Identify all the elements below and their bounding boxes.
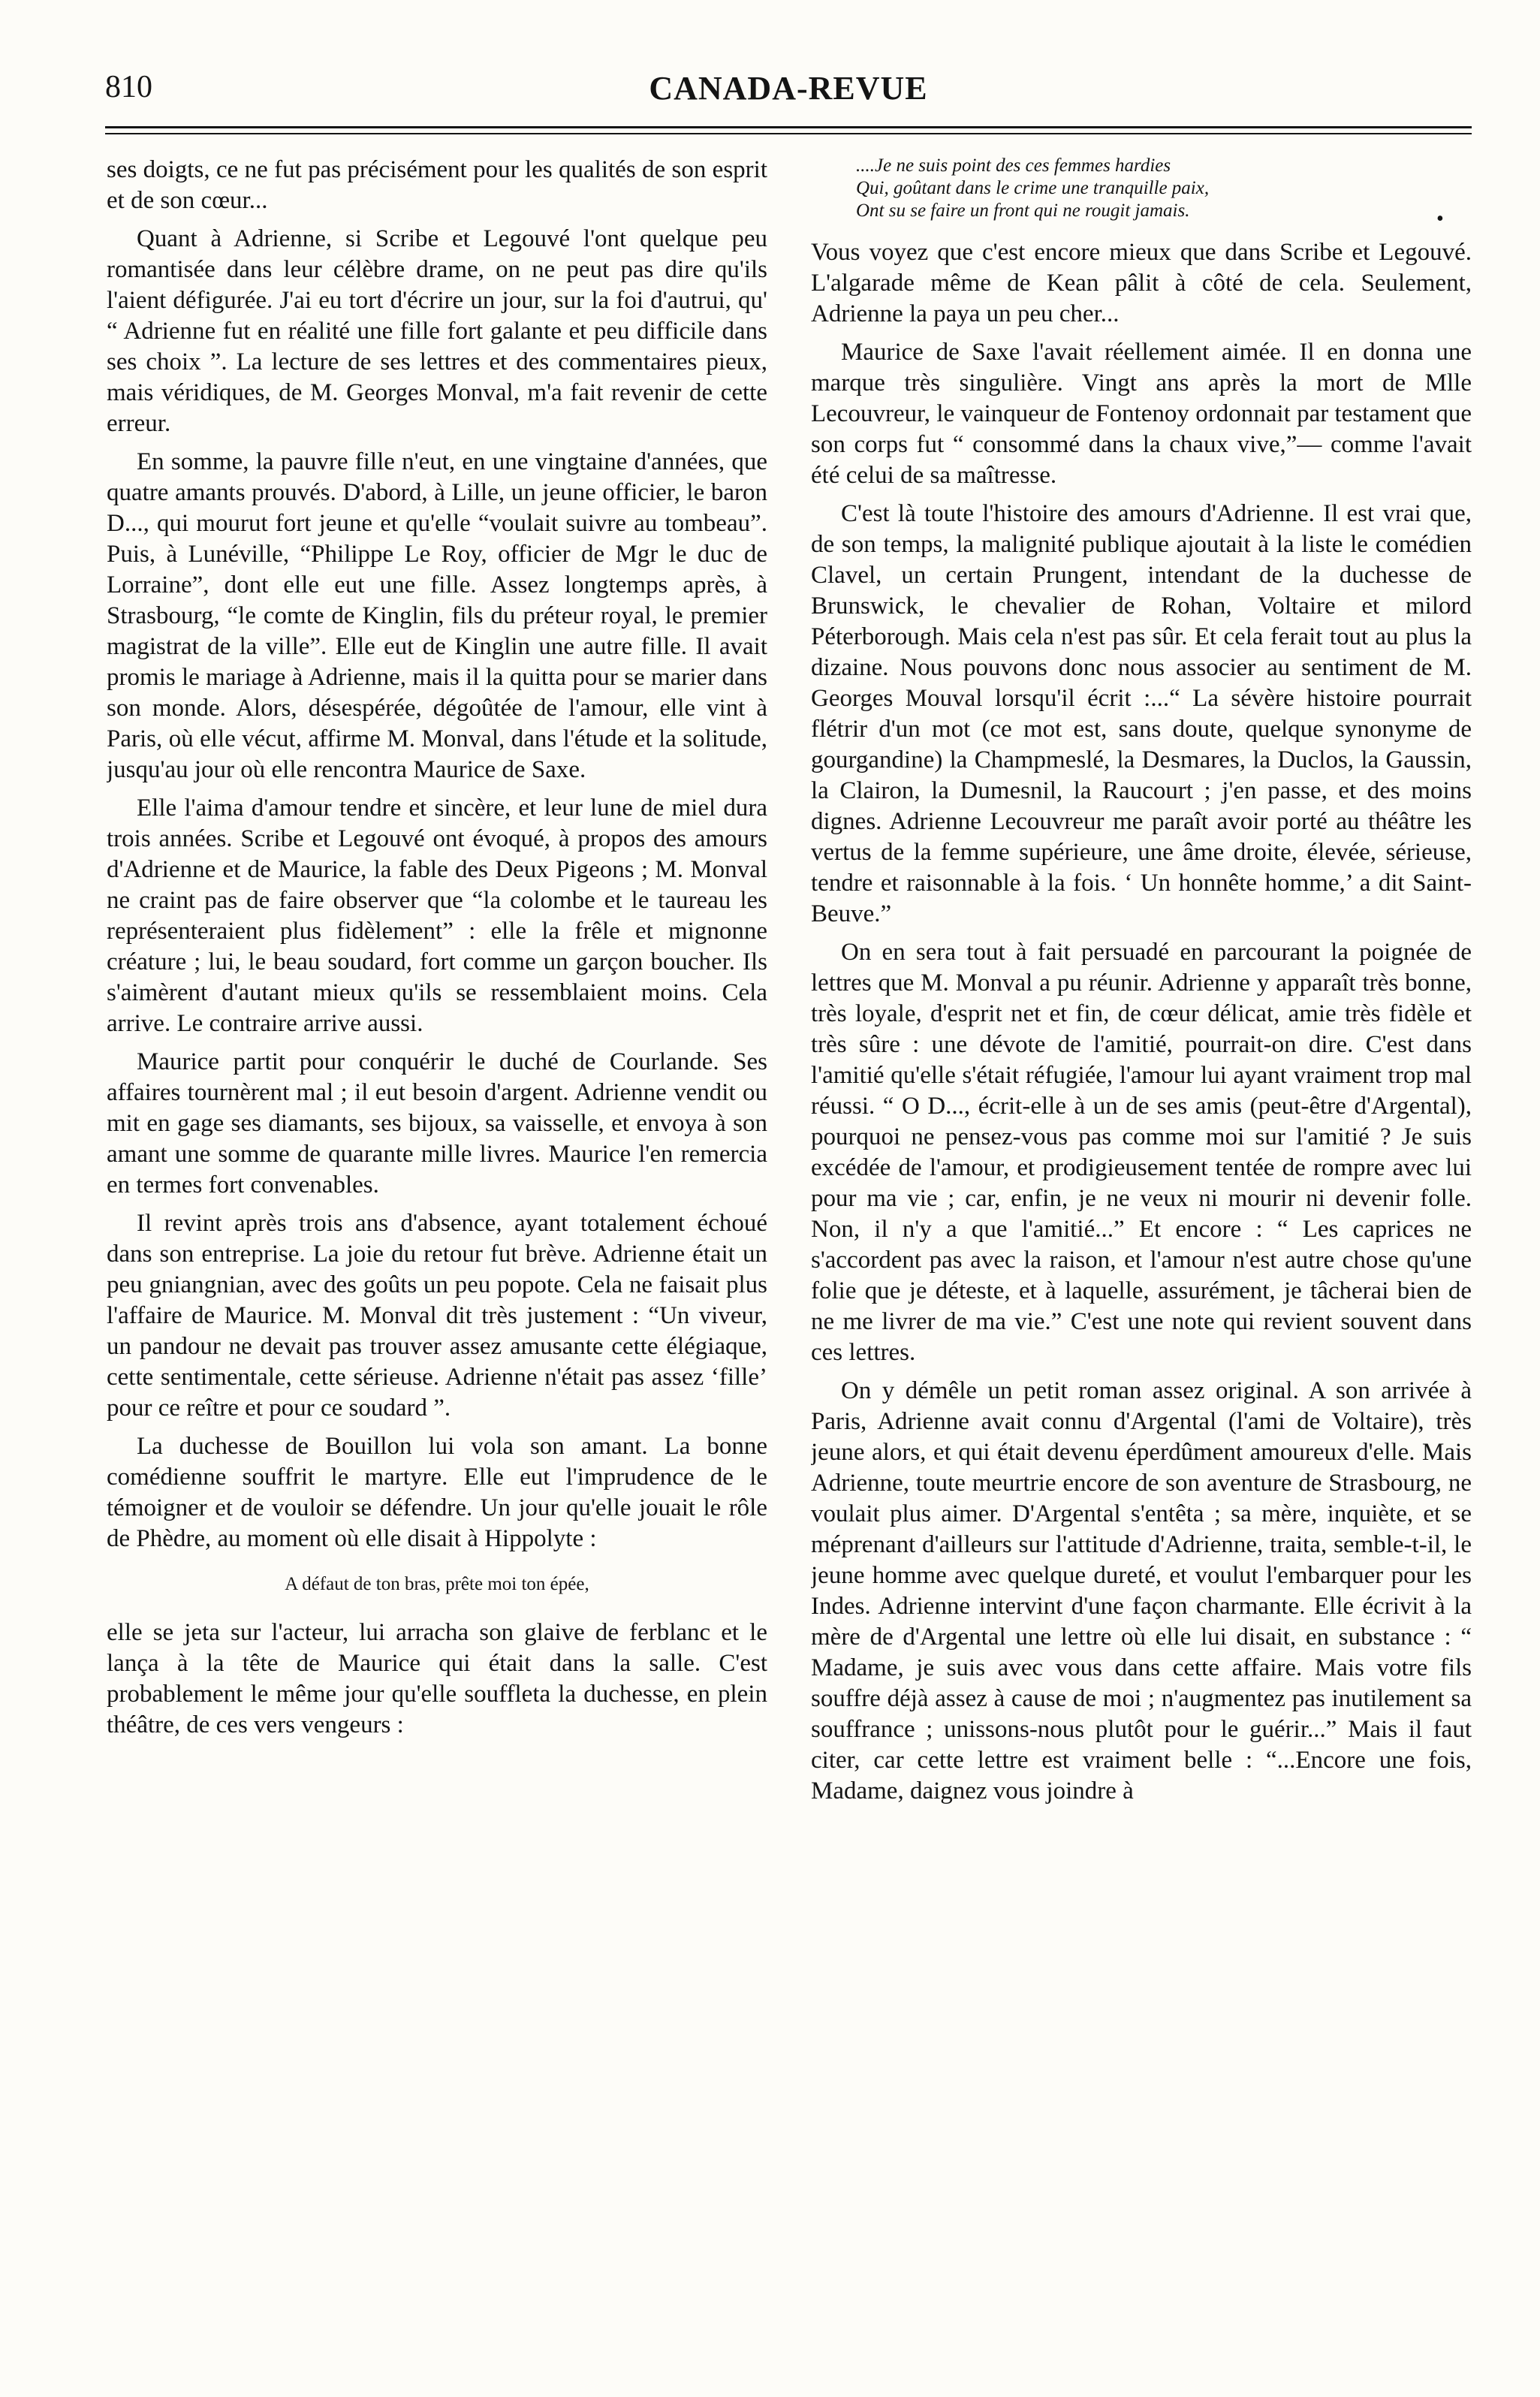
paragraph: En somme, la pauvre fille n'eut, en une vingtaine d'années, que quatre amants prouvés. D'abord, à Lille, un jeune officier, le baron D..., qui mourut fort jeune et qu'elle “voulait suivre au tombeau”. Puis, à Lunéville, “Philippe Le Roy, officier de Mgr le duc de Lorraine”, dont elle eut une fille. Assez longtemps après, à Strasbourg, “le comte de Kinglin, fils du préteur royal, le premier magistrat de la ville”. Elle eut de Kinglin une autre fille. Il avait promis le mariage à Adrienne, mais il la quitta pour se marier dans son monde. Alors, désespérée, dégoûtée de l'amour, elle vint à Paris, où elle vécut, affirme M. Monval, dans l'étude et la solitude, jusqu'au jour où elle rencontra Maurice de Saxe. bbox=[107, 448, 767, 783]
verse-line: ....Je ne suis point des ces femmes hardies bbox=[856, 155, 1171, 176]
paragraph: Elle l'aima d'amour tendre et sincère, et leur lune de miel dura trois années. Scribe et Legouvé ont évoqué, à propos des amours d'Adrienne et de Maurice, la fable des Deux Pigeons ; M. Monval ne craint pas de faire observer que “la colombe et le taureau les représenteraient plus fidèlement” : elle la frêle et mignonne créature ; lui, le beau soudard, fort comme un garçon boucher. Ils s'aimèrent d'autant mieux qu'ils se ressemblaient moins. Cela arrive. Le contraire arrive aussi. bbox=[107, 794, 767, 1037]
paragraph: elle se jeta sur l'acteur, lui arracha son glaive de ferblanc et le lança à la tête de Maurice qui était dans la salle. C'est probablement le même jour qu'elle souffleta la duchesse, en plein théâtre, de ces vers vengeurs : bbox=[107, 1619, 767, 1738]
paragraph: On en sera tout à fait persuadé en parcourant la poignée de lettres que M. Monval a pu réunir. Adrienne y apparaît très bonne, très loyale, d'esprit net et fin, de cœur délicat, amie très fidèle et très sûre : une dévote de l'amitié, pourrait-on dire. C'est dans l'amitié qu'elle s'était réfugiée, l'amour lui ayant vraiment trop mal réussi. “ O D..., écrit-elle à un de ses amis (peut-être d'Argental), pourquoi ne pensez-vous pas comme moi sur l'amitié ? Je suis excédée de l'amour, et prodigieusement tentée de rompre avec lui pour ma vie ; car, enfin, je ne veux ni mourir ni devenir folle. Non, il n'y a que l'amitié...” Et encore : “ Les caprices ne s'accordent pas avec la raison, et l'amour n'est autre chose qu'une folie que je déteste, et à laquelle, assurément, je tâcherai bien de ne me livrer de ma vie.” C'est une note qui revient souvent dans ces lettres. bbox=[811, 939, 1472, 1366]
left-column bbox=[107, 155, 767, 2362]
paragraph: ses doigts, ce ne fut pas précisément pour les qualités de son esprit et de son cœur... bbox=[107, 156, 767, 214]
header-rule-thin bbox=[105, 133, 1472, 134]
paragraph: Maurice de Saxe l'avait réellement aimée. Il en donna une marque très singulière. Vingt ans après la mort de Mlle Lecouvreur, le vainqueur de Fontenoy ordonnait par testament que son corps fut “ consommé dans la chaux vive,”— comme l'avait été celui de sa maîtresse. bbox=[811, 339, 1472, 489]
print-speck: • bbox=[1436, 207, 1444, 231]
verse-quote-block bbox=[811, 155, 1472, 222]
verse-line: Ont su se faire un front qui ne rougit jamais. bbox=[856, 201, 1190, 221]
verse-line: Qui, goûtant dans le crime une tranquille paix, bbox=[856, 178, 1210, 198]
paragraph: La duchesse de Bouillon lui vola son amant. La bonne comédienne souffrit le martyre. Elle eut l'imprudence de le témoigner et de vouloir se défendre. Un jour qu'elle jouait le rôle de Phèdre, au moment où elle disait à Hippolyte : bbox=[107, 1433, 767, 1552]
journal-title: CANADA-REVUE bbox=[649, 70, 928, 107]
verse-quote: A défaut de ton bras, prête moi ton épée, bbox=[285, 1574, 589, 1594]
right-column bbox=[811, 155, 1472, 2362]
paragraph: Vous voyez que c'est encore mieux que dans Scribe et Legouvé. L'algarade même de Kean pâlit à côté de cela. Seulement, Adrienne la paya un peu cher... bbox=[811, 239, 1472, 327]
paragraph: Quant à Adrienne, si Scribe et Legouvé l'ont quelque peu romantisée dans leur célèbre drame, on ne peut pas dire qu'ils l'aient défigurée. J'ai eu tort d'écrire un jour, sur la foi d'autrui, qu' “ Adrienne fut en réalité une fille fort galante et peu difficile dans ses choix ”. La lecture de ses lettres et des commentaires pieux, mais véridiques, de M. Georges Monval, m'a fait revenir de cette erreur. bbox=[107, 225, 767, 437]
running-header bbox=[105, 69, 1472, 114]
paragraph: C'est là toute l'histoire des amours d'Adrienne. Il est vrai que, de son temps, la malignité publique ajoutait à la liste le comédien Clavel, un certain Prungent, intendant de la duchesse de Brunswick, le chevalier de Rohan, Voltaire et milord Péterborough. Mais cela n'est pas sûr. Et cela ferait tout au plus la dizaine. Nous pouvons donc nous associer au sentiment de M. Georges Mouval lorsqu'il écrit :...“ La sévère histoire pourrait flétrir d'un mot (ce mot est, sans doute, quelque synonyme de gourgandine) la Champmeslé, la Desmares, la Duclos, la Gaussin, la Clairon, la Dumesnil, la Raucourt ; j'en passe, et des moins dignes. Adrienne Lecouvreur me paraît avoir porté au théâtre les vertus de la femme supérieure, une âme droite, élevée, sérieuse, tendre et raisonnable à la fois. ‘ Un honnête homme,’ a dit Saint-Beuve.” bbox=[811, 500, 1472, 927]
header-rule bbox=[105, 126, 1472, 128]
paragraph: Il revint après trois ans d'absence, ayant totalement échoué dans son entreprise. La joie du retour fut brève. Adrienne était un peu gniangnian, avec des goûts un peu popote. Cela ne faisait plus l'affaire de Maurice. M. Monval dit très justement : “Un viveur, un pandour ne devait pas trouver assez amusante cette élégiaque, cette sentimentale, cette sérieuse. Adrienne n'était pas assez ‘fille’ pour ce reître et pour ce soudard ”. bbox=[107, 1210, 767, 1422]
paragraph: On y démêle un petit roman assez original. A son arrivée à Paris, Adrienne avait connu d'Argental (l'ami de Voltaire), très jeune alors, et qui était devenu éperdûment amoureux d'elle. Mais Adrienne, toute meurtrie encore de son aventure de Strasbourg, ne voulait plus aimer. D'Argental s'entêta ; sa mère, inquiète, et se méprenant d'ailleurs sur l'attitude d'Adrienne, traita, semble-t-il, le jeune homme avec quelque dureté, et voulut l'embarquer pour les Indes. Adrienne intervint d'une façon charmante. Elle écrivit à la mère de d'Argental une lettre où elle lui disait, en substance : “ Madame, je suis avec vous dans cette affaire. Mais votre fils souffre déjà assez à cause de moi ; n'augmentez pas inutilement sa souffrance ; unissons-nous plutôt pour le guérir...” Mais il faut citer, car cette lettre est vraiment belle : “...Encore une fois, Madame, daignez vous joindre à bbox=[811, 1377, 1472, 1805]
paragraph: Maurice partit pour conquérir le duché de Courlande. Ses affaires tournèrent mal ; il eut besoin d'argent. Adrienne vendit ou mit en gage ses diamants, ses bijoux, sa vaisselle, et envoya à son amant une somme de quarante mille livres. Maurice l'en remercia en termes fort convenables. bbox=[107, 1048, 767, 1198]
page-number: 810 bbox=[105, 70, 152, 104]
